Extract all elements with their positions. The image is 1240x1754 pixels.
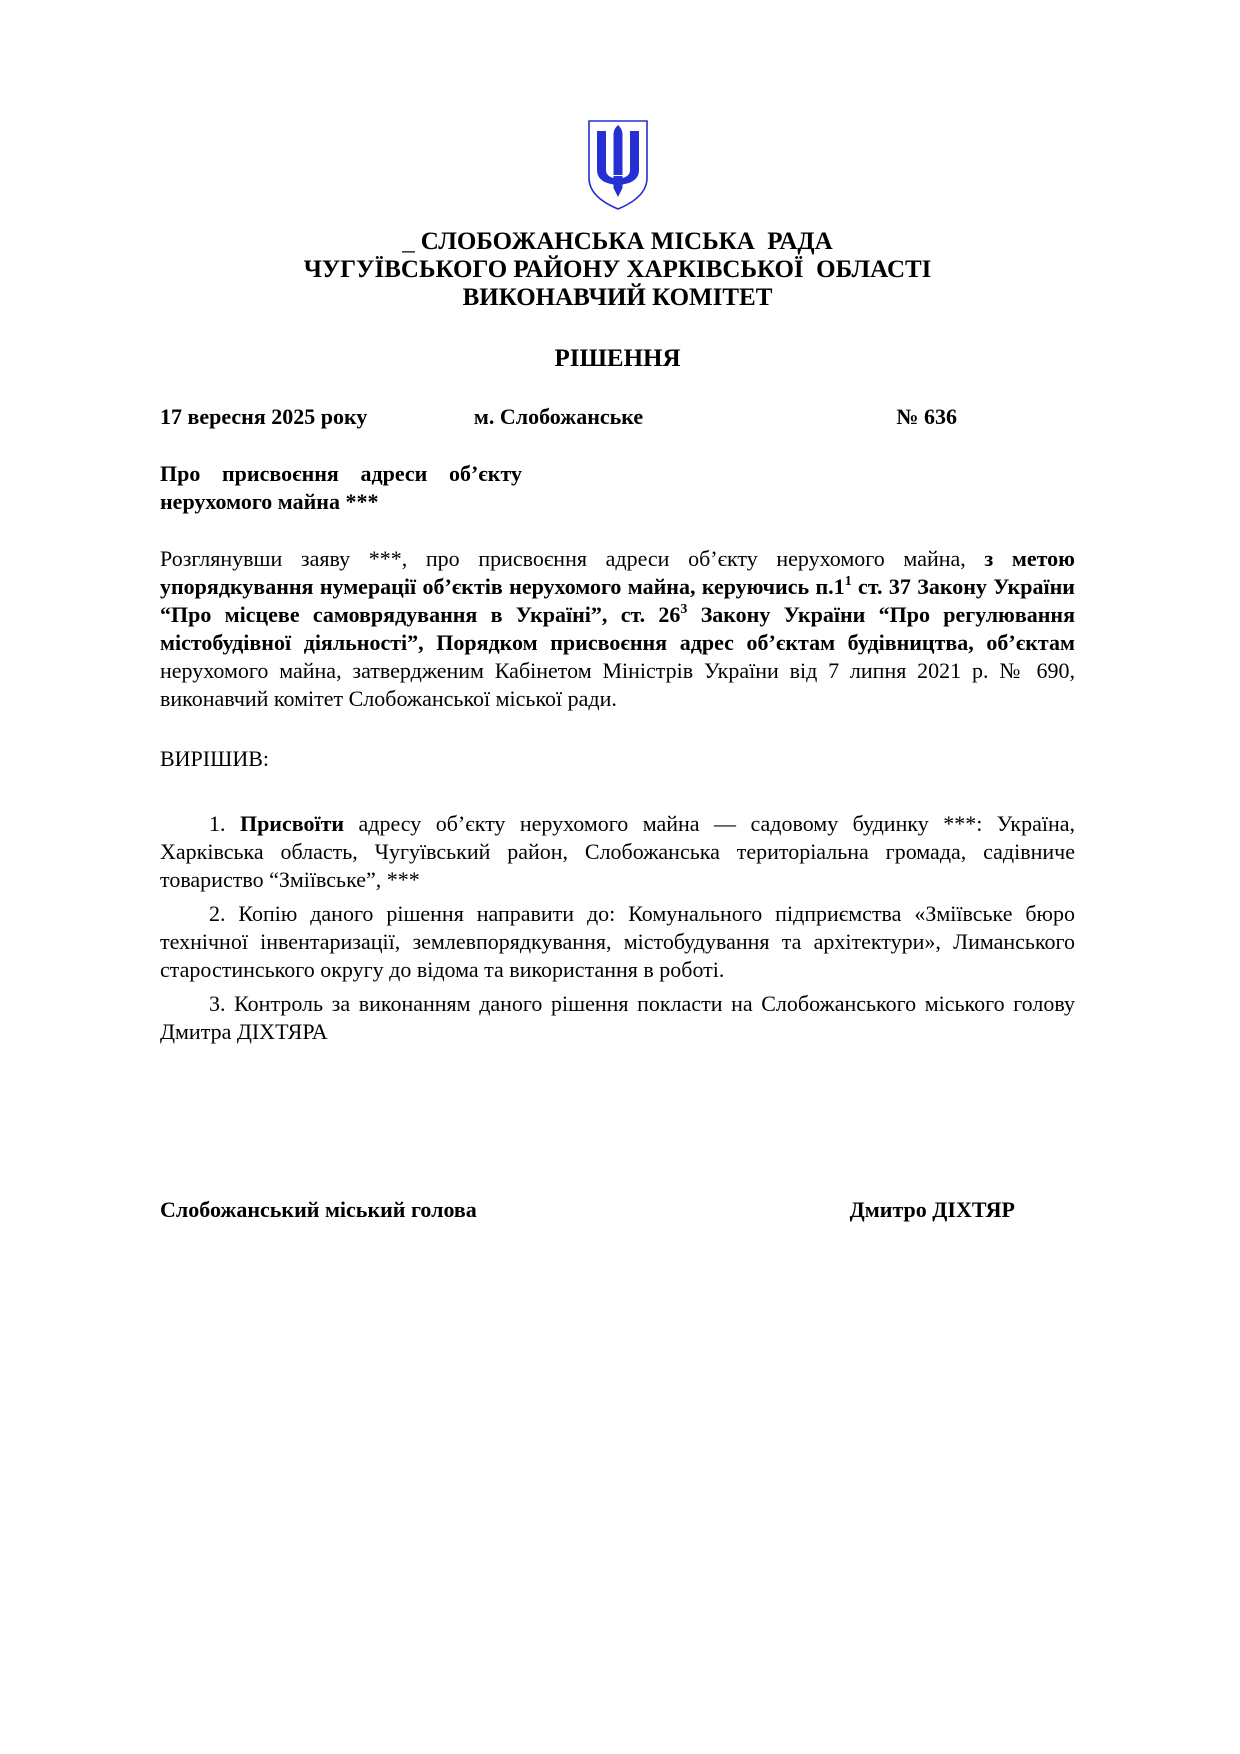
doc-type-title: РІШЕННЯ xyxy=(554,345,681,372)
resolved-label: ВИРІШИВ: xyxy=(160,746,269,771)
subject-line1: Про присвоєння адреси об’єкту xyxy=(160,461,522,486)
signature-row xyxy=(160,1196,1075,1224)
org-name-line1: _ СЛОБОЖАНСЬКА МІСЬКА РАДА xyxy=(402,228,833,255)
item-text: адресу об’єкту нерухомого майна — садовому будинку ***: Україна, Харківська область, Чугуївський район, Слобожанська територіальна громада, садівниче товариство “Зміївське”, *** xyxy=(160,811,1075,892)
signature-name: Дмитро ДІХТЯР xyxy=(849,1197,1015,1222)
doc-place: м. Слобожанське xyxy=(473,404,644,429)
decision-items xyxy=(160,810,1075,1046)
doc-number: № 636 xyxy=(896,404,958,429)
org-name-line3: ВИКОНАВЧИЙ КОМІТЕТ xyxy=(462,284,773,311)
signature-position: Слобожанський міський голова xyxy=(160,1197,477,1222)
item-number: 3. xyxy=(209,991,226,1016)
org-name-line2: ЧУГУЇВСЬКОГО РАЙОНУ ХАРКІВСЬКОЇ ОБЛАСТІ xyxy=(303,256,932,283)
item-bold-lead: Присвоїти xyxy=(239,811,345,836)
coat-of-arms xyxy=(160,118,1075,214)
preamble-run-bold-1: з метою упорядкування нумерації об’єктів нерухомого майна, керуючись п.1 xyxy=(160,546,1075,599)
superscript-1: 1 xyxy=(844,574,852,589)
doc-meta-row xyxy=(160,403,1075,431)
item-number: 1. xyxy=(209,811,226,836)
doc-subject xyxy=(160,460,522,516)
item-text: Контроль за виконанням даного рішення покласти на Слобожанського міського голову Дмитра ДІХТЯРА xyxy=(160,991,1075,1044)
preamble-run-bold-2: ст. 37 Закону України “Про місцеве самоврядування в Україні”, ст. 26 xyxy=(160,574,1075,627)
preamble-run-normal-1: Розглянувши заяву ***, про присвоєння адреси об’єкту нерухомого майна, xyxy=(160,546,985,571)
preamble-run-bold-3: Закону України “Про регулювання містобудівної діяльності”, Порядком присвоєння адрес об’єктам будівництва, об’єктам xyxy=(160,602,1075,655)
item-text: Копію даного рішення направити до: Комунального підприємства «Зміївське бюро технічної інвентаризації, землевпорядкування, містобудування та архітектури», Лиманського старостинського округу до відома та використання в роботі. xyxy=(160,901,1075,982)
subject-line2: нерухомого майна *** xyxy=(160,489,379,514)
doc-date: 17 вересня 2025 року xyxy=(160,404,368,429)
preamble-paragraph xyxy=(160,545,1075,713)
decision-item-3 xyxy=(160,990,1075,1046)
stray-underscore: _ xyxy=(402,228,415,255)
ukraine-trident-icon xyxy=(585,118,651,213)
superscript-3: 3 xyxy=(680,602,688,617)
item-number: 2. xyxy=(209,901,226,926)
org-header xyxy=(160,228,1075,312)
decision-item-2 xyxy=(160,900,1075,984)
decision-item-1 xyxy=(160,810,1075,894)
preamble-run-normal-2: нерухомого майна, затвердженим Кабінетом Міністрів України від 7 липня 2021 р. № 690, виконавчий комітет Слобожанської міської ради. xyxy=(160,658,1075,711)
